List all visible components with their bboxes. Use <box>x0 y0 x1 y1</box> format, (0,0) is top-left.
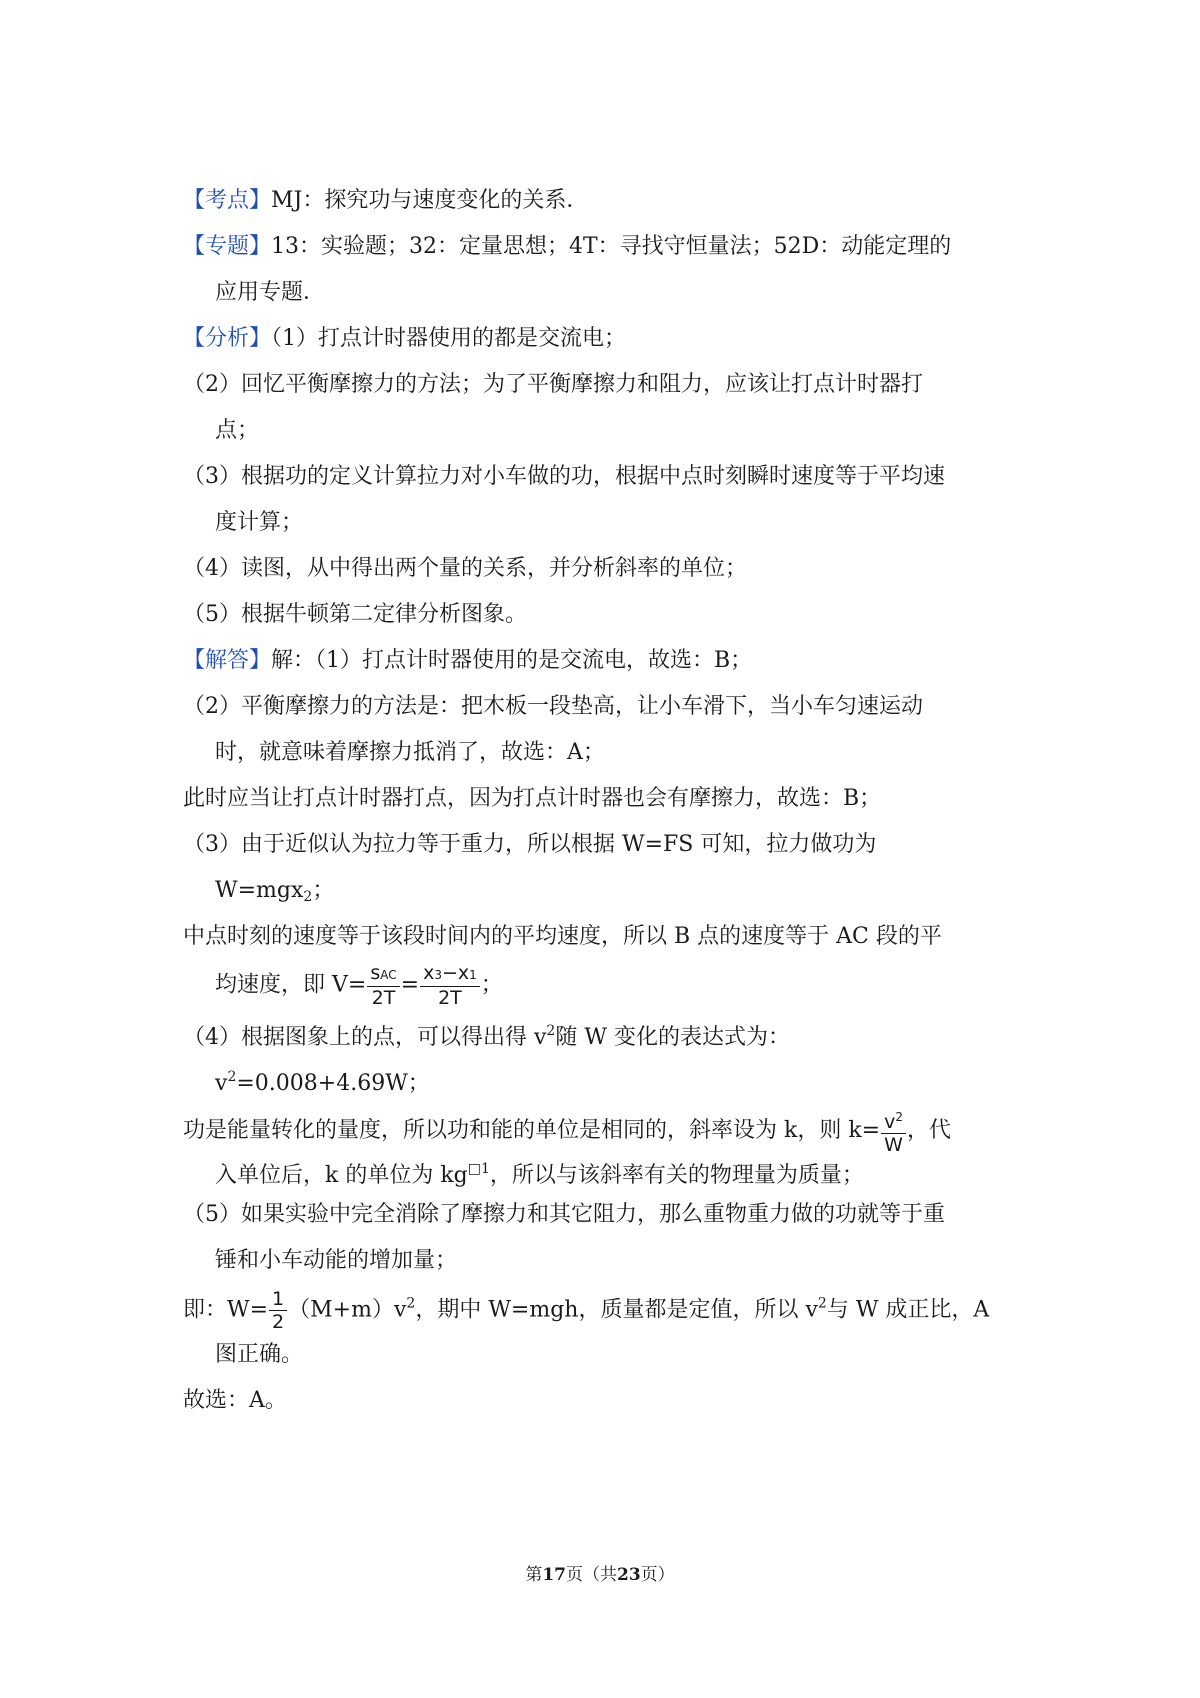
fenxi-line-4: （4）读图，从中得出两个量的关系，并分析斜率的单位； <box>183 556 747 581</box>
frac-num: v <box>884 1111 896 1133</box>
superscript: 2 <box>546 1023 556 1039</box>
frac-den: 2T <box>438 987 462 1009</box>
page-number: 17 <box>542 1565 566 1585</box>
jieda-line-5c <box>183 1288 989 1333</box>
text-run: （M+m）v <box>288 1297 407 1323</box>
footer-text: 页（共 <box>566 1565 617 1585</box>
jieda-line-4a <box>183 1016 790 1053</box>
missing-glyph-box: □ <box>467 1161 481 1177</box>
kaodian-line <box>183 186 588 216</box>
text-run: 即：W= <box>183 1297 269 1323</box>
fraction-v2-over-w <box>881 1106 906 1156</box>
text-run: =0.008+4.69W； <box>236 1071 430 1096</box>
fenxi-line-3b: 度计算； <box>215 510 304 535</box>
superscript: 2 <box>406 1295 416 1312</box>
jieda-line-4d <box>215 1154 864 1191</box>
jieda-line-5a: （5）如果实验中完全消除了摩擦力和其它阻力，那么重物重力做的功就等于重 <box>183 1202 945 1227</box>
fenxi-line-5: （5）根据牛顿第二定律分析图象。 <box>183 602 527 627</box>
jieda-line-2a: （2）平衡摩擦力的方法是：把木板一段垫高，让小车滑下，当小车匀速运动 <box>183 694 923 719</box>
jieda-line-2b: 时，就意味着摩擦力抵消了，故选：A； <box>215 740 605 765</box>
text-run: 随 W 变化的表达式为： <box>555 1025 790 1050</box>
frac-num-sup: 2 <box>895 1110 903 1124</box>
jieda-line-4b <box>215 1062 430 1099</box>
jieda-line-3a: （3）由于近似认为拉力等于重力，所以根据 W=FS 可知，拉力做功为 <box>183 832 877 857</box>
jieda-line-3d <box>215 962 503 1009</box>
text-run: ，代 <box>906 1118 951 1143</box>
jieda-line-5b: 锤和小车动能的增加量； <box>215 1248 458 1273</box>
text-run: ； <box>312 878 335 903</box>
frac-den: W <box>884 1134 903 1156</box>
frac-den: 2 <box>272 1311 285 1333</box>
frac-num-sub: 3 <box>434 968 442 982</box>
fenxi-text-1: （1）打点计时器使用的都是交流电； <box>271 326 627 351</box>
page-footer <box>0 1560 1200 1585</box>
text-run: ，期中 W=mgh，质量都是定值，所以 v <box>415 1297 818 1323</box>
footer-text: 页） <box>640 1565 675 1585</box>
fenxi-tag: 【分析】 <box>183 326 272 351</box>
frac-num-sub: AC <box>380 968 397 982</box>
superscript: 2 <box>227 1069 237 1085</box>
text-run: ，所以与该斜率有关的物理量为质量； <box>489 1163 864 1188</box>
zhuanti-text-2: 应用专题． <box>215 280 326 305</box>
kaodian-text: MJ：探究功与速度变化的关系． <box>271 188 589 213</box>
fenxi-line-3a: （3）根据功的定义计算拉力对小车做的功，根据中点时刻瞬时速度等于平均速 <box>183 464 945 489</box>
fraction-sac-over-2t <box>367 962 399 1009</box>
equals-sign: = <box>400 972 420 998</box>
footer-text: 第 <box>525 1565 543 1585</box>
text-run: W=mgx <box>215 878 304 903</box>
frac-num-mid: −x <box>441 962 470 984</box>
text-run: v <box>215 1071 228 1096</box>
text-run: 均速度，即 V= <box>215 972 367 998</box>
frac-num: s <box>370 962 381 984</box>
fenxi-line-2b: 点； <box>215 418 260 443</box>
jieda-line-5d: 图正确。 <box>215 1342 304 1367</box>
zhuanti-text-1: 13：实验题；32：定量思想；4T：寻找守恒量法；52D：动能定理的 <box>271 234 952 259</box>
frac-num: x <box>423 962 435 984</box>
jieda-line-6: 故选：A。 <box>183 1388 287 1413</box>
fenxi-line-2a: （2）回忆平衡摩擦力的方法；为了平衡摩擦力和阻力，应该让打点计时器打 <box>183 372 923 397</box>
jieda-line-1 <box>183 646 752 676</box>
fraction-one-half <box>269 1288 287 1333</box>
superscript: 2 <box>817 1295 827 1312</box>
jieda-line-4c <box>183 1106 951 1156</box>
frac-num: 1 <box>269 1288 287 1311</box>
fenxi-line-1 <box>183 324 626 354</box>
text-run: 功是能量转化的量度，所以功和能的单位是相同的，斜率设为 k，则 k= <box>183 1118 881 1143</box>
frac-den: 2T <box>371 987 396 1009</box>
kaodian-tag: 【考点】 <box>183 188 272 213</box>
jieda-text-1: 解：（1）打点计时器使用的是交流电，故选：B； <box>271 648 753 673</box>
text-run: （4）根据图象上的点，可以得出得 v <box>183 1025 547 1050</box>
text-run: 与 W 成正比，A <box>826 1297 990 1323</box>
zhuanti-tag: 【专题】 <box>183 234 272 259</box>
jieda-line-3c: 中点时刻的速度等于该段时间内的平均速度，所以 B 点的速度等于 AC 段的平 <box>183 924 942 949</box>
jieda-line-3b <box>215 876 334 912</box>
text-run: ； <box>480 972 503 998</box>
fraction-x3-minus-x1-over-2t <box>420 962 480 1009</box>
jieda-tag: 【解答】 <box>183 648 272 673</box>
frac-num-sub: 1 <box>469 968 477 982</box>
total-pages: 23 <box>617 1565 641 1585</box>
zhuanti-line <box>183 232 951 262</box>
subscript: 2 <box>303 889 313 905</box>
superscript: 1 <box>480 1161 490 1177</box>
jieda-line-2c: 此时应当让打点计时器打点，因为打点计时器也会有摩擦力，故选：B； <box>183 786 882 811</box>
text-run: 入单位后，k 的单位为 kg <box>215 1163 468 1188</box>
